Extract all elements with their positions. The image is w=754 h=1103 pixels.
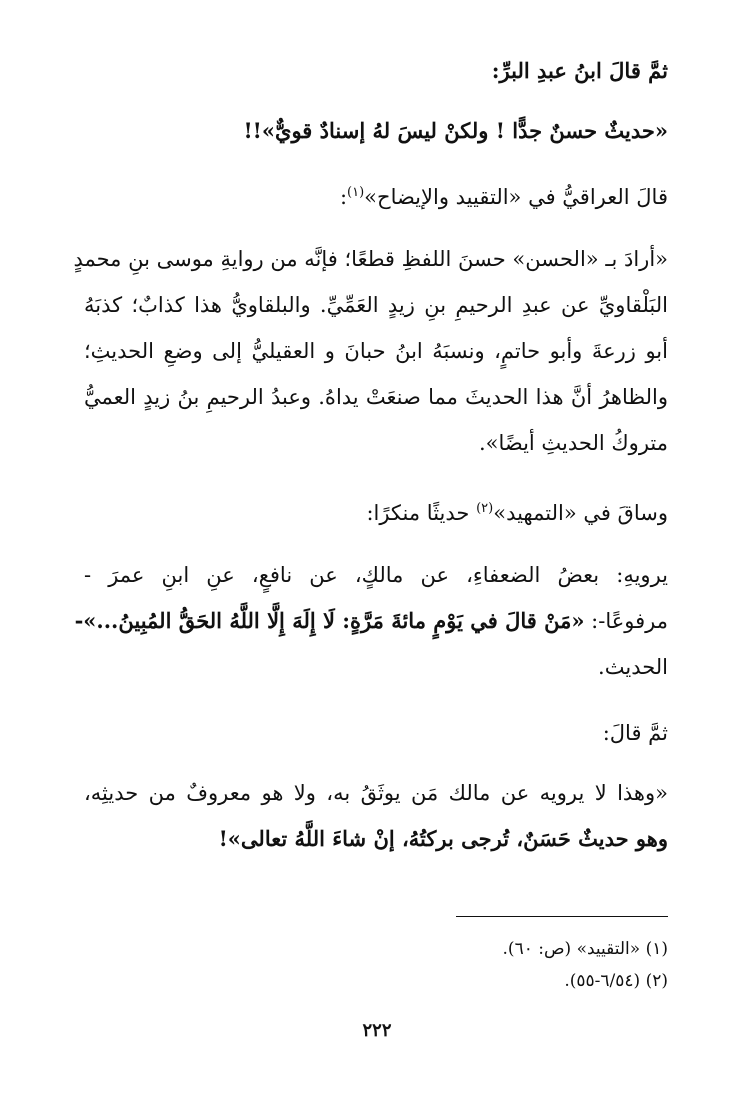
marfu-text: مرفوعًا-: (591, 609, 668, 633)
quote-line (84, 116, 668, 146)
footnote-separator (456, 916, 668, 917)
iraqi-text: قالَ العراقيُّ في «التقييد والإيضاح» (364, 185, 668, 209)
paragraph-1-line-2: البَلْقاويِّ عن عبدِ الرحيمِ بنِ زيدٍ العَمِّيِّ. والبلقاويُّ هذا كذابٌ؛ كذبَهُ (84, 293, 668, 317)
tamhid-end: حديثًا منكرًا: (366, 501, 470, 525)
hadith-text: «مَنْ قالَ في يَوْمٍ مائةَ مَرَّةٍ: لَا إِلَهَ إِلَّا اللَّهُ الحَقُّ المُبِينُ...»- (74, 608, 585, 633)
paragraph-1-line-1: «أرادَ بـ «الحسن» حسنَ اللفظِ قطعًا؛ فإنَّه من روايةِ موسى بنِ محمدٍ (73, 247, 668, 271)
footnote-2: (٢) (٦/٥٤-٥٥). (564, 971, 668, 991)
paragraph-2-line-3: الحديث. (598, 655, 668, 679)
intro-line (84, 56, 668, 86)
paragraph-1-line-4: والظاهرُ أنَّ هذا الحديثَ مما صنعَتْ يداهُ. وعبدُ الرحيمِ بنُ زيدٍ العميُّ (84, 385, 668, 409)
footnote-ref-1: (١) (347, 185, 365, 200)
paragraph-3-line-1: «وهذا لا يرويه عن مالك مَن يوثَقُ به، ولا هو معروفٌ من حديثِه، (84, 781, 668, 805)
paragraph-2-line-1: يرويهِ: بعضُ الضعفاءِ، عن مالكٍ، عن نافعٍ، عنِ ابنِ عمرَ - (84, 563, 668, 587)
paragraph-2-line-2 (74, 606, 668, 636)
thumma-qala-line: ثمَّ قالَ: (602, 721, 668, 745)
footnote-ref-2: (٢) (476, 501, 494, 516)
paragraph-3-line-2-text: وهو حديثٌ حَسَنٌ، تُرجى بركتُهُ، إنْ شاءَ اللَّهُ تعالى»! (218, 826, 668, 851)
paragraph-3-line-2 (84, 824, 668, 854)
iraqi-colon: : (339, 185, 348, 209)
quote-text: «حديثٌ حسنٌ جدًّا ! ولكنْ ليسَ لهُ إسنادٌ قويٌّ»!! (243, 118, 668, 143)
footnote-1: (١) «التقييد» (ص: ٦٠). (502, 939, 668, 959)
paragraph-1-line-5: متروكُ الحديثِ أيضًا». (478, 431, 668, 455)
tamhid-text: وساقَ في «التمهيد» (493, 501, 668, 525)
tamhid-line (84, 494, 668, 528)
intro-text: ثمَّ قالَ ابنُ عبدِ البرِّ: (491, 58, 668, 83)
page-number: ٢٢٢ (362, 1020, 392, 1041)
paragraph-1-line-3: أبو زرعةَ وأبو حاتمٍ، ونسبَهُ ابنُ حبانَ و العقيليُّ إلى وضعِ الحديثِ؛ (84, 339, 668, 363)
iraqi-line (84, 178, 668, 212)
